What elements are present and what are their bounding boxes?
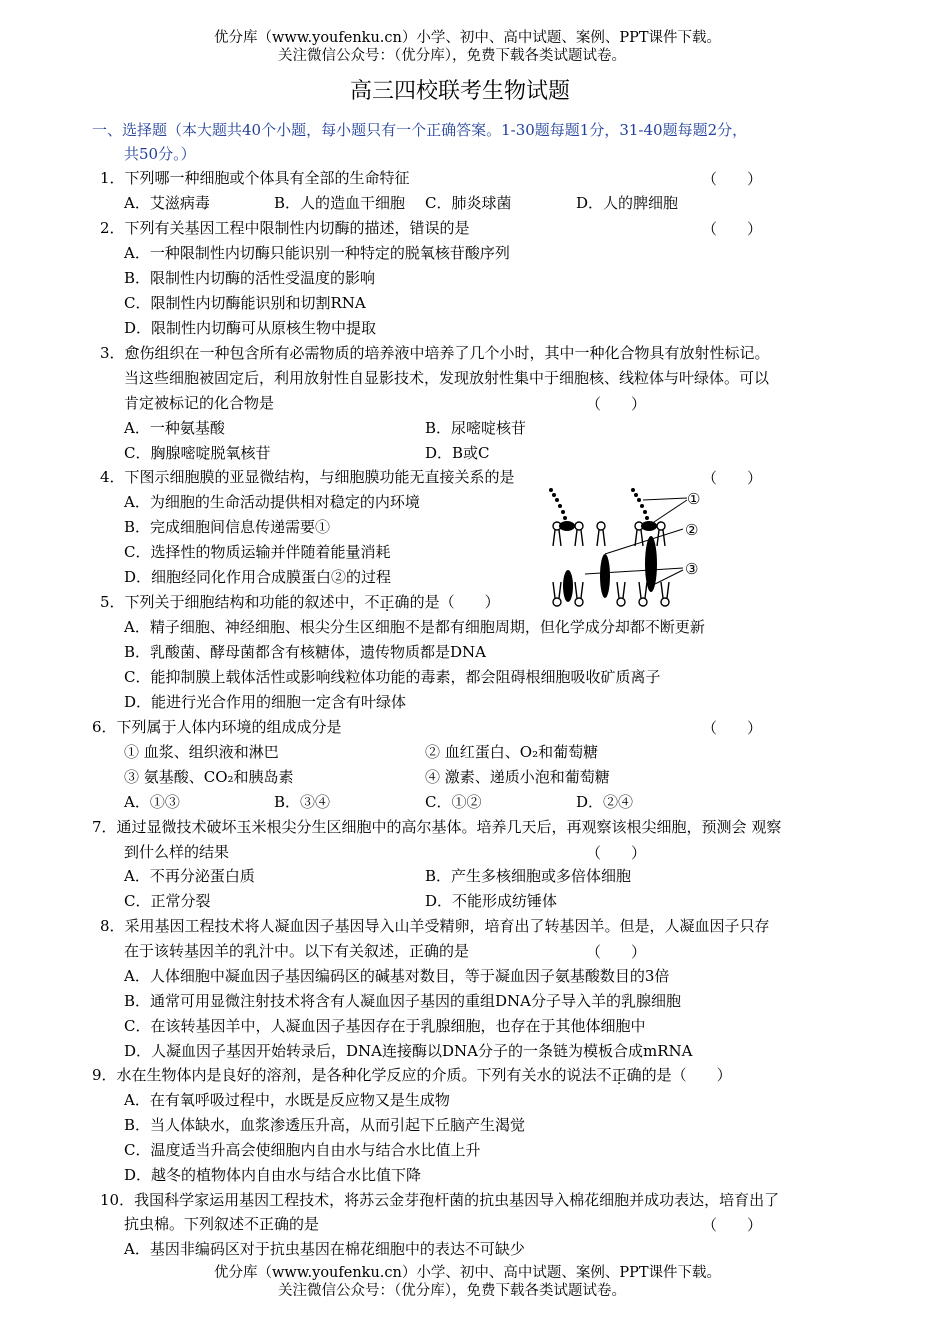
q1-option-a: A．艾滋病毒 [124, 194, 210, 212]
q1-option-c: C．肺炎球菌 [425, 194, 512, 212]
q6-option-a: A．①③ [124, 793, 180, 811]
q5-option-b: B．乳酸菌、酵母菌都含有核糖体，遗传物质都是DNA [124, 643, 487, 661]
q7-option-a: A．不再分泌蛋白质 [124, 867, 255, 885]
question-6-stem: 6．下列属于人体内环境的组成成分是 [92, 718, 342, 736]
q6-item-3: ③ 氨基酸、CO₂和胰岛素 [124, 768, 294, 786]
q9-option-b: B．当人体缺水，血浆渗透压升高，从而引起下丘脑产生渴觉 [124, 1116, 526, 1134]
q5-stem-post: 的是（ ） [409, 593, 500, 611]
header-line-2: 关注微信公众号：（优分库），免费下载各类试题试卷。 [278, 48, 626, 64]
cell-membrane-diagram [545, 484, 715, 612]
question-8-stem-line-2: 在于该转基因羊的乳汁中。以下有关叙述，正确的是 [124, 942, 470, 960]
q6-item-2: ② 血红蛋白、O₂和葡萄糖 [425, 743, 599, 761]
q3-option-c: C．胸腺嘧啶脱氧核苷 [124, 444, 271, 462]
answer-paren: （ ） [702, 220, 763, 238]
q4-option-c: C．选择性的物质运输并伴随着能量消耗 [124, 543, 391, 561]
q9-stem-post: 的是（ ） [641, 1066, 732, 1084]
q10-option-a: A．基因非编码区对于抗虫基因在棉花细胞中的表达不可缺少 [124, 1240, 525, 1258]
question-3-stem-line-3: 肯定被标记的化合物是 [124, 394, 275, 412]
question-3-stem-line-1: 3．愈伤组织在一种包含所有必需物质的培养液中培养了几个小时，其中一种化合物具有放射性标记。 [100, 344, 770, 362]
q3-option-a: A．一种氨基酸 [124, 419, 225, 437]
answer-paren: （ ） [702, 1216, 763, 1234]
answer-paren: （ ） [586, 395, 647, 413]
question-1-stem: 1．下列哪一种细胞或个体具有全部的生命特征 [100, 169, 410, 187]
q1-option-b: B．人的造血干细胞 [274, 194, 406, 212]
label-3: ③ [685, 560, 699, 578]
q6-option-b: B．③④ [274, 793, 331, 811]
answer-paren: （ ） [586, 943, 647, 961]
q5-option-a: A．精子细胞、神经细胞、根尖分生区细胞不是都有细胞周期，但化学成分却都不断更新 [124, 618, 705, 636]
q4-option-b: B．完成细胞间信息传递需要① [124, 518, 331, 536]
q9-stem-emphasis: 不正确 [596, 1066, 642, 1084]
label-2: ② [685, 521, 699, 539]
q9-option-a: A．在有氧呼吸过程中，水既是反应物又是生成物 [124, 1091, 450, 1109]
section-heading-line-1: 一、选择题（本大题共40个小题，每小题只有一个正确答案。1-30题每题1分，31-40题每题2分， [92, 121, 748, 139]
q7-option-d: D．不能形成纺锤体 [425, 892, 558, 910]
q7-option-b: B．产生多核细胞或多倍体细胞 [425, 867, 632, 885]
answer-paren: （ ） [586, 844, 647, 862]
q3-option-b: B．尿嘧啶核苷 [425, 419, 527, 437]
q2-option-d: D．限制性内切酶可从原核生物中提取 [124, 319, 377, 337]
question-7-stem-line-1: 7．通过显微技术破坏玉米根尖分生区细胞中的高尔基体。培养几天后，再观察该根尖细胞，预测会 观察 [92, 818, 782, 836]
question-9-stem [92, 1065, 732, 1085]
question-2-stem: 2．下列有关基因工程中限制性内切酶的描述，错误的是 [100, 219, 470, 237]
q2-option-b: B．限制性内切酶的活性受温度的影响 [124, 269, 376, 287]
q5-stem-pre: 5．下列关于细胞结构和功能的叙述中， [100, 593, 365, 611]
question-4-stem: 4．下图示细胞膜的亚显微结构，与细胞膜功能无直接关系的是 [100, 468, 515, 486]
q2-option-c: C．限制性内切酶能识别和切割RNA [124, 294, 366, 312]
q5-stem-emphasis: 不正确 [364, 593, 410, 611]
q7-option-c: C．正常分裂 [124, 892, 211, 910]
footer-line-2: 关注微信公众号：（优分库），免费下载各类试题试卷。 [278, 1283, 626, 1299]
section-heading-line-2: 共50分。） [124, 145, 196, 163]
q5-option-d: D．能进行光合作用的细胞一定含有叶绿体 [124, 693, 407, 711]
q4-option-a: A．为细胞的生命活动提供相对稳定的内环境 [124, 493, 420, 511]
question-10-stem-line-1: 10．我国科学家运用基因工程技术，将苏云金芽孢杆菌的抗虫基因导入棉花细胞并成功表达，培育出了 [100, 1191, 780, 1209]
q8-option-d: D．人凝血因子基因开始转录后，DNA连接酶以DNA分子的一条链为模板合成mRNA [124, 1042, 693, 1060]
q6-option-d: D．②④ [576, 793, 634, 811]
footer-line-1: 优分库（www.youfenku.cn）小学、初中、高中试题、案例、PPT课件下载。 [214, 1265, 722, 1281]
q6-option-c: C．①② [425, 793, 482, 811]
q8-option-b: B．通常可用显微注射技术将含有人凝血因子基因的重组DNA分子导入羊的乳腺细胞 [124, 992, 682, 1010]
q6-item-1: ① 血浆、组织液和淋巴 [124, 743, 279, 761]
q1-option-d: D．人的脾细胞 [576, 194, 679, 212]
answer-paren: （ ） [702, 469, 763, 487]
header-line-1: 优分库（www.youfenku.cn）小学、初中、高中试题、案例、PPT课件下载。 [214, 30, 722, 46]
q3-option-d: D．B或C [425, 444, 490, 462]
label-1: ① [687, 490, 701, 508]
question-10-stem-line-2: 抗虫棉。下列叙述不正确的是 [124, 1215, 320, 1233]
q8-option-a: A．人体细胞中凝血因子基因编码区的碱基对数目，等于凝血因子氨基酸数目的3倍 [124, 967, 670, 985]
answer-paren: （ ） [702, 719, 763, 737]
page-title: 高三四校联考生物试题 [350, 79, 571, 104]
q2-option-a: A．一种限制性内切酶只能识别一种特定的脱氧核苷酸序列 [124, 244, 510, 262]
q8-option-c: C．在该转基因羊中，人凝血因子基因存在于乳腺细胞，也存在于其他体细胞中 [124, 1017, 646, 1035]
question-5-stem [100, 592, 500, 612]
question-3-stem-line-2: 当这些细胞被固定后，利用放射性自显影技术，发现放射性集中于细胞核、线粒体与叶绿体。可以 [124, 369, 770, 387]
q4-option-d: D．细胞经同化作用合成膜蛋白②的过程 [124, 568, 392, 586]
q9-stem-pre: 9．水在生物体内是良好的溶剂，是各种化学反应的介质。下列有关水的说法 [92, 1066, 597, 1084]
question-7-stem-line-2: 到什么样的结果 [124, 843, 230, 861]
answer-paren: （ ） [702, 170, 763, 188]
q9-option-c: C．温度适当升高会使细胞内自由水与结合水比值上升 [124, 1141, 481, 1159]
q5-option-c: C．能抑制膜上载体活性或影响线粒体功能的毒素，都会阻碍根细胞吸收矿质离子 [124, 668, 661, 686]
question-8-stem-line-1: 8．采用基因工程技术将人凝血因子基因导入山羊受精卵，培育出了转基因羊。但是，人凝血因子只存 [100, 917, 770, 935]
q6-item-4: ④ 激素、递质小泡和葡萄糖 [425, 768, 610, 786]
q9-option-d: D．越冬的植物体内自由水与结合水比值下降 [124, 1166, 422, 1184]
